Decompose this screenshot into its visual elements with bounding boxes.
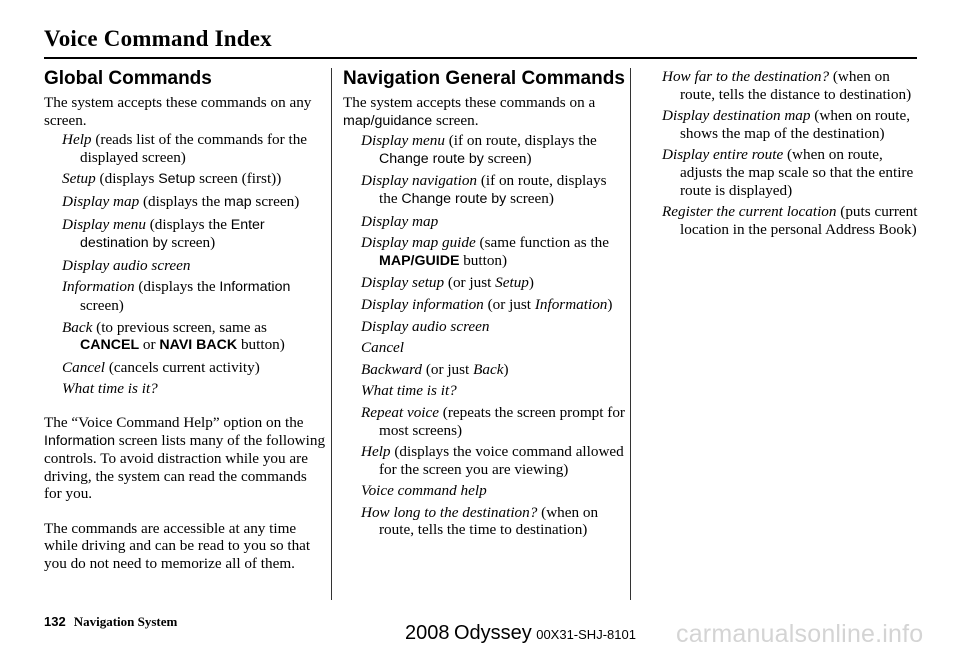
command-phrase: Display destination map [662,107,811,125]
button-name: CANCEL [80,337,140,354]
command-phrase: Display map [62,192,140,210]
watermark: carmanualsonline.info [676,620,924,648]
description-text: (or just [483,295,535,313]
screen-name: Change route by [379,150,484,167]
description-text: screen) [167,234,216,252]
column-divider-1 [331,68,332,600]
title-rule [44,57,917,59]
command-phrase: Setup [62,170,96,188]
column-global [44,68,326,590]
command-phrase: Backward [361,360,423,378]
command-item [361,234,627,270]
command-phrase: Display information [361,295,484,313]
part-number: 00X31-SHJ-8101 [536,627,636,642]
description-text: (same function as the [475,234,610,252]
description-text: (displays the [145,215,231,233]
global-command-list [44,131,326,398]
command-item [361,504,627,539]
screen-name: map/guidance [343,112,433,129]
global-intro: The system accepts these commands on any screen. [44,94,312,129]
command-phrase: Display menu [361,132,445,150]
command-item [361,339,627,357]
command-phrase: Display audio screen [361,317,490,335]
command-item [62,170,326,189]
description-text: ) [503,360,509,378]
command-item [361,296,627,314]
page-footer [44,614,177,630]
command-phrase: Back [62,318,93,336]
command-phrase: Register the current location [662,203,837,221]
command-item [361,404,627,439]
model-name: Odyssey [453,622,532,644]
command-item [62,216,326,253]
command-item [361,213,627,231]
command-phrase: Display setup [361,274,445,292]
description-text: The “Voice Command Help” option on the [44,413,304,431]
screen-name: Information [219,279,291,296]
description-text: screen. [432,111,479,129]
description-text: (repeats the screen prompt for most screens) [379,403,625,439]
description-text: screen) [483,149,532,167]
screen-name: Change route by [401,190,507,207]
description-text: (to previous screen, same as [92,318,267,336]
command-item [62,359,326,377]
command-phrase: Display menu [62,215,146,233]
command-item [361,132,627,168]
column-navigation [343,68,627,543]
command-phrase: Cancel [361,339,405,357]
model-year: 2008 [405,622,450,644]
description-text: screen lists many of the following controls. To avoid distraction while you are driving, the system can read the commands for you. [44,431,326,503]
description-text: (when on route, tells the time to destination) [379,503,599,539]
description-text: (displays [95,170,159,188]
navigation-command-list [343,132,627,539]
command-item [361,382,627,400]
description-text: (or just [444,274,496,292]
navigation-commands-heading: Navigation General Commands [343,68,625,89]
running-footer: Navigation System [73,614,178,629]
description-text: or [139,336,160,354]
global-commands-heading: Global Commands [44,68,212,89]
command-phrase: Repeat voice [361,403,439,421]
button-name: MAP/GUIDE [379,252,460,269]
command-item [62,131,326,166]
description-text: ) [607,295,613,313]
command-phrase: How far to the destination? [662,68,830,85]
command-item [662,146,922,199]
description-text: screen) [80,296,124,314]
command-phrase: Cancel [62,358,106,376]
description-text: (displays the [134,278,220,296]
description-text: (cancels current activity) [105,358,260,376]
navigation-intro [343,94,627,130]
screen-name: Enter destination by [80,216,265,252]
navigation-command-list-continued [662,68,922,238]
description-text: (when on route, tells the distance to destination) [680,68,912,103]
command-phrase: Information [62,278,135,296]
command-phrase: Display audio screen [62,256,191,274]
description-text: (if on route, displays the [444,132,597,150]
command-item [62,257,326,275]
description-text: The system accepts these commands on a [343,94,596,111]
command-phrase: Display navigation [361,172,478,190]
command-phrase: Voice command help [361,482,487,500]
screen-name: Information [44,432,115,449]
description-text: screen) [506,189,554,207]
command-item [662,203,922,238]
description-text: (when on route, shows the map of the destination) [680,107,911,142]
command-item [62,319,326,355]
command-phrase: Information [534,295,608,313]
command-phrase: Display map guide [361,234,476,252]
description-text: (or just [422,360,474,378]
description-text: (reads list of the commands for the displayed screen) [80,131,308,166]
command-phrase: Display map [361,212,439,230]
command-item [662,68,922,103]
screen-name: map [224,193,252,210]
page-title: Voice Command Index [44,26,272,51]
description-text: button) [237,336,285,354]
command-phrase: Setup [495,274,529,292]
model-footer [405,622,636,645]
command-phrase: Help [361,443,391,461]
command-phrase: What time is it? [361,382,457,400]
description-text: (if on route, displays the [379,172,607,207]
description-text: (puts current location in the personal Address Book) [680,203,918,238]
column-divider-2 [630,68,631,600]
description-text: ) [528,274,534,292]
description-text: (displays the voice command allowed for the screen you are viewing) [379,443,624,478]
command-item [62,193,326,212]
command-item [361,172,627,208]
global-memorize-paragraph: The commands are accessible at any time while driving and can be read to you so that you do not need to memorize all of them. [44,519,311,573]
description-text: button) [459,251,508,269]
button-name: NAVI BACK [159,337,238,354]
command-item [62,380,326,398]
page-number: 132 [44,614,66,629]
description-text: (when on route, adjusts the map scale so that the entire route is displayed) [680,146,914,199]
command-phrase: Help [62,131,92,149]
command-phrase: Back [473,360,504,378]
command-item [361,361,627,379]
command-phrase: Display entire route [662,146,784,164]
command-item [361,482,627,500]
command-phrase: How long to the destination? [361,503,538,521]
command-phrase: What time is it? [62,380,158,398]
command-item [662,107,922,142]
screen-name: Setup [158,171,196,188]
command-item [62,278,326,314]
command-item [361,274,627,292]
command-item [361,318,627,336]
command-item [361,443,627,478]
description-text: screen) [251,192,300,210]
description-text: (displays the [139,192,224,210]
description-text: screen (first)) [195,170,282,188]
global-help-paragraph [44,414,326,503]
column-navigation-continued [662,68,922,242]
